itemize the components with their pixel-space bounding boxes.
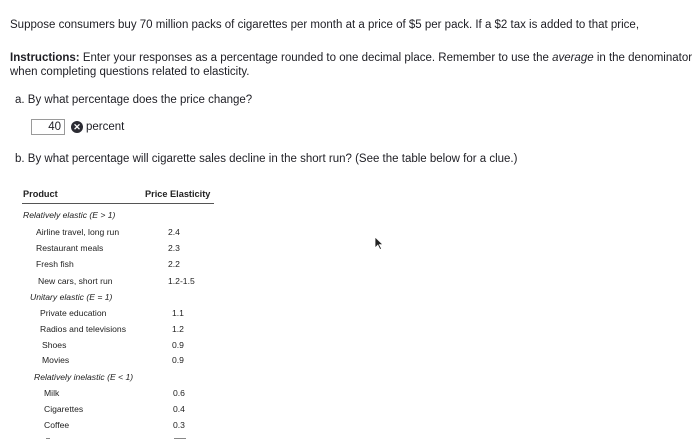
table-row-elasticity: 2.4 xyxy=(168,227,180,237)
part-a-prompt: a. By what percentage does the price change? xyxy=(15,94,253,106)
part-b-prompt: b. By what percentage will cigarette sales decline in the short run? (See the table below for a clue.) xyxy=(15,153,518,165)
table-row-elasticity: 0.3 xyxy=(173,420,185,430)
table-row-product: Milk xyxy=(44,388,60,398)
table-row-product: Radios and televisions xyxy=(40,324,126,334)
table-row-elasticity: 0.6 xyxy=(173,388,185,398)
table-row-elasticity: 2.2 xyxy=(168,259,180,269)
table-header-product: Product xyxy=(23,189,58,199)
table-header-elasticity: Price Elasticity xyxy=(145,189,211,199)
table-row-product: Coffee xyxy=(44,420,70,430)
table-row-product: Private education xyxy=(40,308,107,318)
group-relatively-inelastic: Relatively inelastic (E < 1) xyxy=(34,372,134,382)
x-circle-icon: ✕ xyxy=(71,121,83,133)
table-row-elasticity: 1.2 xyxy=(172,324,184,334)
table-row-product: Fresh fish xyxy=(36,259,74,269)
table-row-product: Airline travel, long run xyxy=(36,227,120,237)
table-row-elasticity: 0.9 xyxy=(172,355,184,365)
answer-a-unit: percent xyxy=(86,121,125,133)
table-row-elasticity: 1.2-1.5 xyxy=(168,276,195,286)
instructions-average: average xyxy=(552,52,594,64)
instructions-label: Instructions: xyxy=(10,52,80,64)
table-header-rule xyxy=(22,203,214,204)
instructions-line-1 xyxy=(10,51,692,65)
question-intro: Suppose consumers buy 70 million packs of cigarettes per month at a price of $5 per pack. If a $2 tax is added to that price, xyxy=(10,19,640,31)
table-row-product: Movies xyxy=(42,355,70,365)
table-row-elasticity: 0.4 xyxy=(173,404,185,414)
instructions-text-post: in the denominator xyxy=(593,52,693,64)
answer-a-input[interactable]: 40 xyxy=(31,119,65,135)
mouse-pointer-icon xyxy=(374,236,384,250)
table-cutoff-mark xyxy=(174,438,186,439)
table-row-product: Shoes xyxy=(42,340,67,350)
group-unitary-elastic: Unitary elastic (E = 1) xyxy=(30,292,113,302)
instructions-text-pre: Enter your responses as a percentage rounded to one decimal place. Remember to use the xyxy=(79,52,553,64)
instructions-line-2: when completing questions related to elasticity. xyxy=(10,66,250,78)
table-cutoff-mark xyxy=(46,438,50,439)
table-row-elasticity: 2.3 xyxy=(168,243,180,253)
table-row-product: Cigarettes xyxy=(44,404,84,414)
table-row-elasticity: 1.1 xyxy=(172,308,184,318)
table-row-product: New cars, short run xyxy=(38,276,113,286)
table-row-elasticity: 0.9 xyxy=(172,340,184,350)
group-relatively-elastic: Relatively elastic (E > 1) xyxy=(23,210,116,220)
table-row-product: Restaurant meals xyxy=(36,243,104,253)
